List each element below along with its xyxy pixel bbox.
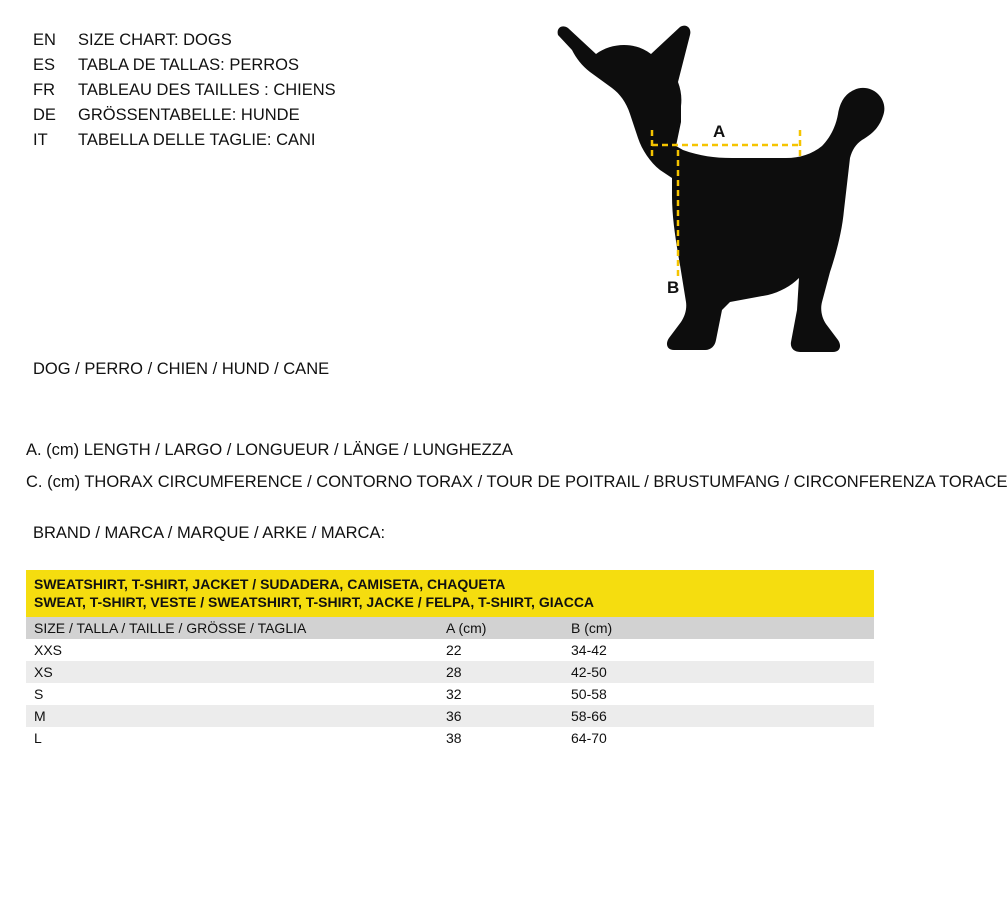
legend-row [33,53,336,78]
legend-language-code: FR [33,81,55,99]
legend-language-code: EN [33,31,56,49]
table-title-line1: SWEATSHIRT, T-SHIRT, JACKET / SUDADERA, CAMISETA, CHAQUETA [34,576,506,592]
cell-b: 58-66 [571,708,607,724]
cell-b: 42-50 [571,664,607,680]
cell-b: 50-58 [571,686,607,702]
table-row [26,683,874,705]
legend-row [33,28,336,53]
table-title [26,570,874,617]
legend-row [33,128,336,153]
cell-b: 34-42 [571,642,607,658]
measure-a-caption: A. (cm) LENGTH / LARGO / LONGUEUR / LÄNGE / LUNGHEZZA [26,441,513,459]
cell-a: 32 [446,686,462,702]
table-header-size: SIZE / TALLA / TAILLE / GRÖSSE / TAGLIA [34,620,307,636]
table-row [26,727,874,749]
cell-a: 22 [446,642,462,658]
legend-language-code: DE [33,106,56,124]
brand-caption: BRAND / MARCA / MARQUE / ARKE / MARCA: [33,524,386,542]
table-header-b: B (cm) [571,620,613,636]
size-table [26,570,874,749]
dog-diagram [500,10,890,390]
legend-row [33,103,336,128]
cell-size: L [34,730,42,746]
cell-b: 64-70 [571,730,607,746]
legend-language-text: GRÖSSENTABELLE: HUNDE [78,106,300,124]
legend-language-text: TABLEAU DES TAILLES : CHIENS [78,81,336,99]
measure-a-label: A [713,122,726,141]
legend-language-text: SIZE CHART: DOGS [78,31,232,49]
cell-a: 36 [446,708,462,724]
cell-size: XS [34,664,53,680]
dog-silhouette-icon [500,10,890,390]
legend-row [33,78,336,103]
cell-size: XXS [34,642,63,658]
cell-a: 38 [446,730,462,746]
cell-size: S [34,686,44,702]
table-title-line2: SWEAT, T-SHIRT, VESTE / SWEATSHIRT, T-SHIRT, JACKE / FELPA, T-SHIRT, GIACCA [34,594,595,610]
legend-language-code: ES [33,56,56,74]
legend-language-code: IT [33,131,48,149]
measure-c-caption: C. (cm) THORAX CIRCUMFERENCE / CONTORNO TORAX / TOUR DE POITRAIL / BRUSTUMFANG / CIRCONFERENZA TORACE [26,473,1008,491]
table-header-row [26,617,874,639]
cell-a: 28 [446,664,462,680]
legend-language-text: TABELLA DELLE TAGLIE: CANI [78,131,316,149]
legend-language-text: TABLA DE TALLAS: PERROS [78,56,300,74]
table-row [26,705,874,727]
table-header-a: A (cm) [446,620,487,636]
animal-caption: DOG / PERRO / CHIEN / HUND / CANE [33,360,330,378]
table-row [26,639,874,661]
table-row [26,661,874,683]
language-legend [33,28,336,153]
cell-size: M [34,708,46,724]
measure-b-label: B [667,278,680,297]
